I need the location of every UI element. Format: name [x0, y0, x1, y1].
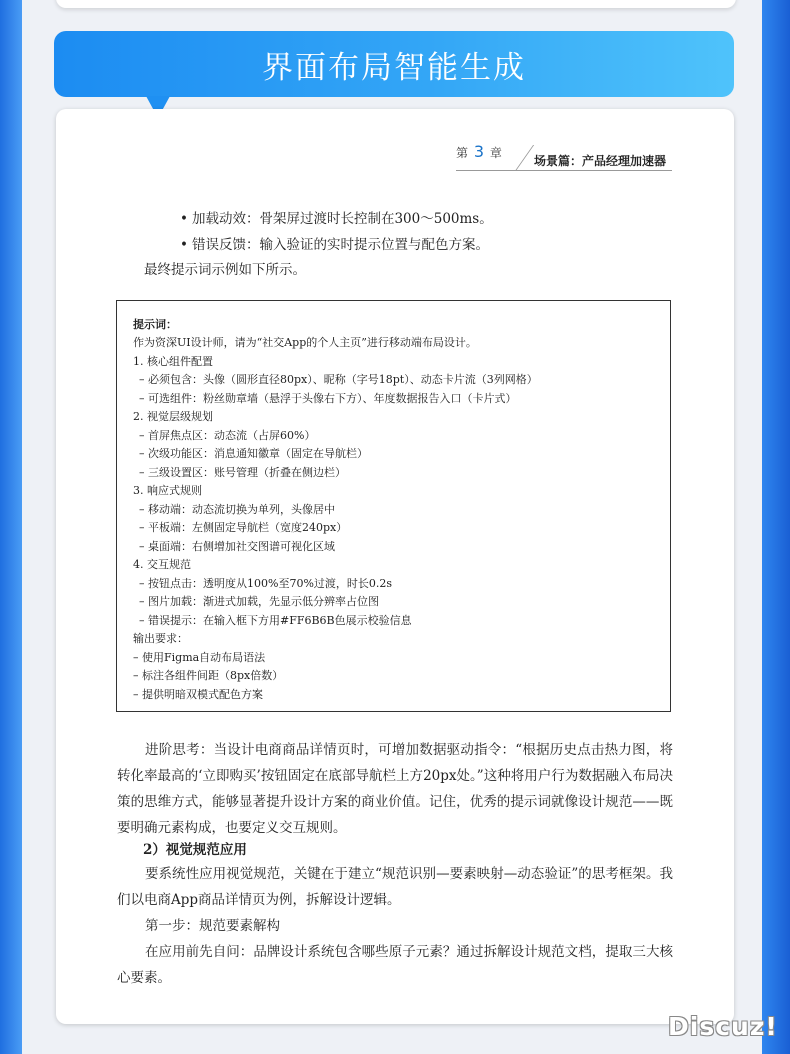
section-title: 场景篇：产品经理加速器 — [534, 154, 667, 168]
prompt-line: – 错误提示：在输入框下方用#FF6B6B色展示校验信息 — [139, 614, 412, 627]
bullet-item: • 加载动效：骨架屏过渡时长控制在300～500ms。 — [180, 211, 493, 227]
chapter-divider — [515, 145, 534, 171]
right-edge-decoration — [762, 0, 790, 1054]
question-paragraph: 在应用前先自问：品牌设计系统包含哪些原子元素？通过拆解设计规范文档，提取三大核心要素。 — [117, 944, 673, 986]
prompt-line: 4. 交互规范 — [133, 558, 191, 571]
prompt-line: – 提供明暗双模式配色方案 — [133, 688, 263, 701]
bullet-text: 错误反馈：输入验证的实时提示位置与配色方案。 — [191, 237, 489, 253]
chapter-number: 3 — [473, 142, 485, 161]
prompt-line: – 三级设置区：账号管理（折叠在侧边栏） — [139, 466, 346, 479]
bullet-text: 加载动效：骨架屏过渡时长控制在300～500ms。 — [191, 211, 493, 227]
step-heading: 第一步：规范要素解构 — [145, 918, 280, 934]
prompt-line: – 图片加载：渐进式加载，先显示低分辨率占位图 — [139, 595, 379, 608]
prompt-line: – 按钮点击：透明度从100%至70%过渡，时长0.2s — [139, 577, 393, 590]
prompt-line: – 移动端：动态流切换为单列，头像居中 — [139, 503, 335, 516]
prompt-line: 1. 核心组件配置 — [133, 355, 213, 368]
banner-title: 界面布局智能生成 — [262, 49, 526, 86]
advanced-paragraph: 进阶思考：当设计电商商品详情页时，可增加数据驱动指令：“根据历史点击热力图，将转化率最高的‘立即购买’按钮固定在底部导航栏上方20px处。”这种将用户行为数据融入布局决策的思维方式，能够显著提升设计方案的商业价值。记住，优秀的提示词就像设计规范——既要明确元素构成，也要定义交互规则。 — [117, 742, 673, 836]
prompt-line: 提示词： — [133, 318, 177, 331]
watermark-logo: Discuz! — [668, 1012, 778, 1041]
prompt-line: 输出要求： — [133, 632, 188, 645]
prompt-line: – 可选组件：粉丝勋章墙（悬浮于头像右下方）、年度数据报告入口（卡片式） — [139, 392, 517, 405]
prompt-line: 作为资深UI设计师，请为“社交App的个人主页”进行移动端布局设计。 — [133, 336, 477, 349]
header-rule — [456, 170, 672, 171]
chapter-suffix: 章 — [489, 146, 502, 160]
prompt-line: – 次级功能区：消息通知徽章（固定在导航栏） — [139, 447, 368, 460]
chapter-prefix: 第 — [456, 146, 469, 160]
prompt-line: – 必须包含：头像（圆形直径80px）、昵称（字号18pt）、动态卡片流（3列网格） — [139, 373, 538, 386]
previous-card-edge — [56, 0, 736, 8]
intro-text: 最终提示词示例如下所示。 — [144, 262, 306, 278]
prompt-line: – 标注各组件间距（8px倍数） — [133, 669, 284, 682]
book-page — [56, 109, 734, 1024]
bullet-item: • 错误反馈：输入验证的实时提示位置与配色方案。 — [180, 237, 489, 253]
prompt-line: – 首屏焦点区：动态流（占屏60%） — [139, 429, 316, 442]
prompt-line: – 使用Figma自动布局语法 — [133, 651, 266, 664]
prompt-line: – 桌面端：右侧增加社交图谱可视化区域 — [139, 540, 335, 553]
system-paragraph: 要系统性应用视觉规范，关键在于建立“规范识别—要素映射—动态验证”的思考框架。我们以电商App商品详情页为例，拆解设计逻辑。 — [117, 866, 673, 908]
prompt-line: 2. 视觉层级规划 — [133, 410, 213, 423]
chapter-label — [456, 142, 502, 161]
left-edge-decoration — [0, 0, 22, 1054]
subsection-heading: 2）视觉规范应用 — [143, 842, 247, 858]
prompt-line: 3. 响应式规则 — [133, 484, 202, 497]
section-banner — [54, 31, 734, 97]
prompt-line: – 平板端：左侧固定导航栏（宽度240px） — [139, 521, 348, 534]
prompt-box — [116, 300, 671, 712]
